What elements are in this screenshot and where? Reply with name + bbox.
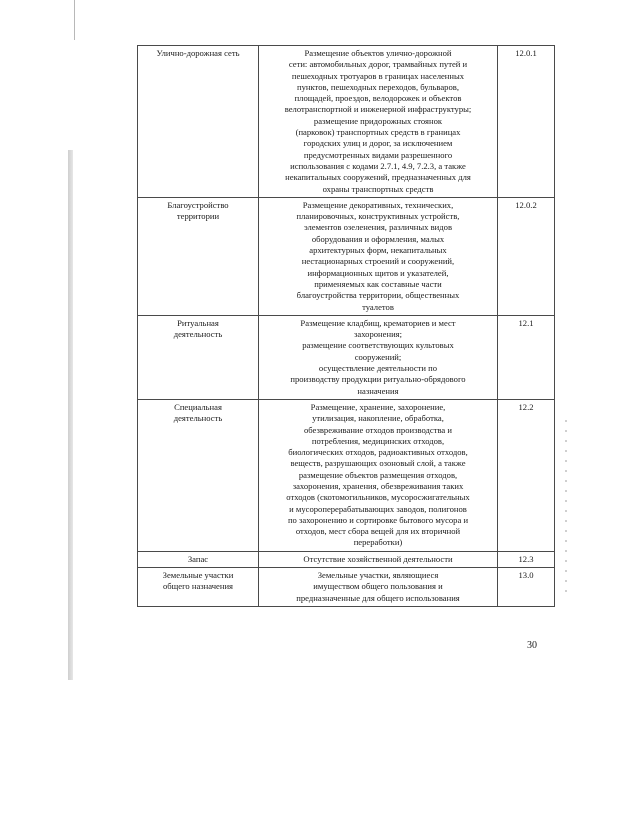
land-use-name-line: Ритуальная bbox=[177, 317, 219, 328]
land-use-description-line: пешеходных тротуаров в границах населенных bbox=[291, 70, 465, 81]
land-use-description-line: туалетов bbox=[362, 301, 394, 312]
land-use-description-line: производству продукции ритуально-обрядового bbox=[290, 374, 466, 385]
land-use-name-cell bbox=[138, 315, 259, 399]
land-use-description-line: утилизация, накопление, обработка, bbox=[312, 413, 444, 424]
land-use-description-line: предусмотренных видами разрешенного bbox=[303, 149, 453, 160]
table-row bbox=[138, 399, 555, 551]
land-use-description-line: велотранспортной и инженерной инфраструктуры; bbox=[284, 104, 472, 115]
land-use-name-line: деятельность bbox=[173, 413, 223, 424]
table-row bbox=[138, 568, 555, 607]
land-use-name-line: Специальная bbox=[174, 401, 222, 412]
land-use-description-line: переработки) bbox=[353, 537, 403, 548]
land-use-description-line: отходов, мест сбора вещей для их вторичной bbox=[295, 526, 461, 537]
land-use-name-line: Улично-дорожная сеть bbox=[156, 48, 240, 58]
land-use-description-line: по захоронению и сортировке бытового мусора и bbox=[287, 514, 469, 525]
land-use-description-line: сооружений; bbox=[354, 351, 402, 362]
land-use-description-line: Размещение объектов улично-дорожной bbox=[304, 48, 452, 58]
land-use-description-line: Отсутствие хозяйственной деятельности bbox=[303, 553, 453, 564]
land-use-description-line: сети: автомобильных дорог, трамвайных путей и bbox=[288, 59, 468, 70]
land-use-description-line: назначения bbox=[357, 385, 399, 396]
land-use-description-cell bbox=[259, 399, 498, 551]
land-use-description-cell bbox=[259, 197, 498, 315]
land-use-code-cell: 12.0.2 bbox=[498, 197, 555, 315]
table-row bbox=[138, 197, 555, 315]
land-use-code-cell: 12.2 bbox=[498, 399, 555, 551]
land-use-description-line: размещение придорожных стоянок bbox=[313, 115, 443, 126]
land-use-name-line: Земельные участки bbox=[162, 570, 234, 581]
land-use-description-line: потребления, медицинских отходов, bbox=[311, 435, 445, 446]
table-row bbox=[138, 551, 555, 567]
land-use-table bbox=[137, 45, 555, 607]
land-use-description-line: Размещение, хранение, захоронение, bbox=[310, 401, 446, 412]
land-use-description-line: захоронения, хранения, обезвреживания таких bbox=[292, 480, 464, 491]
land-use-name-line: территории bbox=[176, 211, 220, 222]
land-use-description-line: размещение соответствующих культовых bbox=[302, 340, 454, 351]
land-use-code-cell: 12.0.1 bbox=[498, 46, 555, 198]
table-row bbox=[138, 46, 555, 198]
land-use-description-line: Размещение кладбищ, крематориев и мест bbox=[300, 317, 456, 328]
scan-edge-shadow bbox=[68, 150, 73, 680]
land-use-description-line: и мусороперерабатывающих заводов, полигонов bbox=[289, 503, 467, 514]
land-use-name-line: Благоустройство bbox=[167, 199, 229, 210]
land-use-description-line: нестационарных строений и сооружений, bbox=[301, 256, 455, 267]
land-use-description-line: (парковок) транспортных средств в границах bbox=[295, 127, 461, 138]
land-use-description-line: охраны транспортных средств bbox=[322, 183, 434, 194]
land-use-description-line: городских улиц и дорог, за исключением bbox=[303, 138, 453, 149]
land-use-description-cell bbox=[259, 551, 498, 567]
land-use-description-line: архитектурных форм, некапитальных bbox=[309, 245, 447, 256]
land-use-description-line: оборудования и оформления, малых bbox=[311, 233, 445, 244]
land-use-description-line: веществ, разрушающих озоновый слой, а также bbox=[290, 458, 466, 469]
land-use-description-line: осуществление деятельности по bbox=[318, 363, 438, 374]
land-use-description-line: предназначенные для общего использования bbox=[296, 592, 460, 603]
land-use-description-line: площадей, проездов, велодорожек и объектов bbox=[294, 93, 462, 104]
land-use-description-line: пунктов, пешеходных переходов, бульваров, bbox=[297, 81, 459, 92]
table-body bbox=[138, 46, 555, 607]
land-use-name-line: общего назначения bbox=[162, 581, 234, 592]
land-use-description-line: благоустройства территории, общественных bbox=[296, 290, 460, 301]
land-use-description-line: имуществом общего пользования и bbox=[313, 581, 443, 592]
land-use-name-cell bbox=[138, 46, 259, 198]
land-use-description-line: Размещение декоративных, технических, bbox=[302, 199, 454, 210]
land-use-code-cell: 13.0 bbox=[498, 568, 555, 607]
land-use-description-line: использования с кодами 2.7.1, 4.9, 7.2.3, а также bbox=[290, 160, 466, 171]
page-number: 30 bbox=[527, 640, 537, 651]
land-use-description-line: планировочных, конструктивных устройств, bbox=[296, 211, 460, 222]
scan-edge-mark bbox=[74, 0, 75, 40]
land-use-description-line: применяемых как составные части bbox=[314, 278, 442, 289]
land-use-description-line: захоронения; bbox=[353, 329, 403, 340]
land-use-name-line: Запас bbox=[187, 553, 209, 564]
land-use-code-cell: 12.3 bbox=[498, 551, 555, 567]
land-use-name-cell bbox=[138, 197, 259, 315]
land-use-name-line: деятельность bbox=[173, 329, 223, 340]
land-use-description-line: некапитальных сооружений, предназначенных для bbox=[285, 172, 471, 183]
scan-noise-marks bbox=[565, 420, 567, 600]
land-use-description-line: биологических отходов, радиоактивных отходов, bbox=[288, 447, 468, 458]
land-use-name-cell bbox=[138, 399, 259, 551]
land-use-name-cell bbox=[138, 568, 259, 607]
table-row bbox=[138, 315, 555, 399]
land-use-description-line: обезвреживание отходов производства и bbox=[303, 424, 452, 435]
land-use-description-cell bbox=[259, 568, 498, 607]
land-use-description-line: Земельные участки, являющиеся bbox=[317, 570, 439, 581]
land-use-code-cell: 12.1 bbox=[498, 315, 555, 399]
land-use-description-cell bbox=[259, 46, 498, 198]
land-use-description-line: элементов озеленения, различных видов bbox=[303, 222, 453, 233]
land-use-description-line: информационных щитов и указателей, bbox=[307, 267, 449, 278]
land-use-name-cell bbox=[138, 551, 259, 567]
land-use-description-line: отходов (скотомогильников, мусоросжигательных bbox=[286, 492, 470, 503]
land-use-description-line: размещение объектов размещения отходов, bbox=[298, 469, 458, 480]
land-use-description-cell bbox=[259, 315, 498, 399]
